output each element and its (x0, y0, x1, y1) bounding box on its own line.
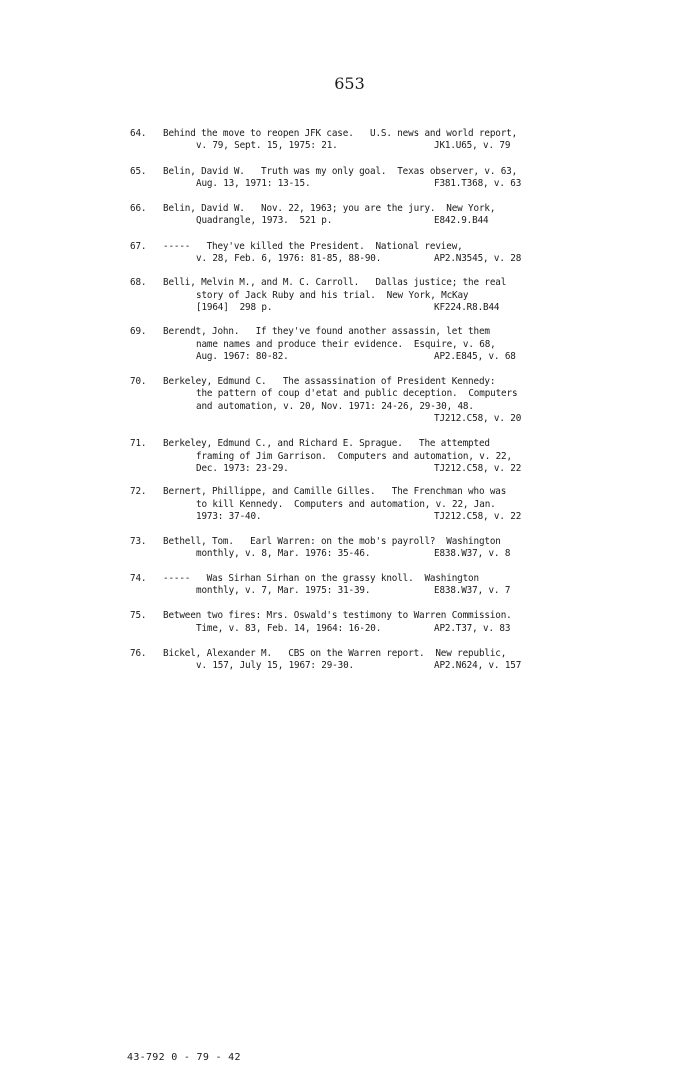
entry-text: Between two fires: Mrs. Oswald's testimony to Warren Commission. (163, 610, 512, 622)
entry-line (130, 623, 570, 635)
footer-print-code: 43-792 0 - 79 - 42 (127, 1052, 241, 1063)
bibliography-entry (130, 128, 570, 153)
entry-line (130, 203, 570, 215)
entry-line (130, 660, 570, 672)
entry-number: 69. (130, 326, 147, 338)
entry-text: v. 79, Sept. 15, 1975: 21. (196, 140, 338, 152)
entry-text: [1964] 298 p. (196, 301, 273, 313)
entry-line (130, 548, 570, 560)
entry-text: Berkeley, Edmund C. The assassination of President Kennedy: (163, 376, 496, 388)
entry-text: Belin, David W. Truth was my only goal. Texas observer, v. 63, (163, 165, 518, 177)
bibliography-entry (130, 536, 570, 561)
entry-number: 70. (130, 376, 147, 388)
call-number: TJ212.C58, v. 22 (434, 510, 522, 522)
entry-line (130, 401, 570, 413)
entry-text: ----- They've killed the President. National review, (163, 240, 463, 252)
entry-line (130, 610, 570, 622)
call-number: E838.W37, v. 8 (434, 548, 511, 560)
entry-number: 76. (130, 647, 147, 659)
entry-number: 64. (130, 128, 147, 139)
entry-line (130, 253, 570, 265)
entry-text: the pattern of coup d'etat and public deception. Computers (196, 388, 518, 400)
entry-number: 75. (130, 610, 147, 622)
bibliography-entry (130, 438, 570, 475)
entry-line (130, 511, 570, 523)
entry-line (130, 438, 570, 450)
call-number: F381.T368, v. 63 (434, 177, 522, 189)
entry-line (130, 376, 570, 388)
entry-text: Behind the move to reopen JFK case. U.S. news and world report, (163, 128, 518, 139)
bibliography-entry (130, 486, 570, 523)
entry-text: Quadrangle, 1973. 521 p. (196, 215, 333, 227)
entry-line (130, 215, 570, 227)
bibliography-entries (130, 128, 570, 673)
bibliography-entry (130, 648, 570, 673)
entry-line (130, 339, 570, 351)
entry-line (130, 277, 570, 289)
bibliography-entry (130, 277, 570, 314)
entry-text: and automation, v. 20, Nov. 1971: 24-26, 29-30, 48. (196, 400, 474, 412)
entry-line (130, 351, 570, 363)
call-number: TJ212.C58, v. 20 (434, 413, 522, 425)
call-number: KF224.R8.B44 (434, 301, 500, 313)
entry-number: 71. (130, 438, 147, 450)
entry-number: 67. (130, 240, 147, 252)
entry-text: Aug. 1967: 80-82. (196, 350, 289, 362)
entry-text: Bethell, Tom. Earl Warren: on the mob's payroll? Washington (163, 536, 501, 548)
call-number: AP2.T37, v. 83 (434, 622, 511, 634)
entry-text: Time, v. 83, Feb. 14, 1964: 16-20. (196, 622, 382, 634)
entry-text: Bickel, Alexander M. CBS on the Warren report. New republic, (163, 647, 507, 659)
page-number: 653 (334, 74, 365, 93)
entry-text: v. 28, Feb. 6, 1976: 81-85, 88-90. (196, 253, 382, 265)
entry-text: Belin, David W. Nov. 22, 1963; you are the jury. New York, (163, 203, 496, 215)
call-number: AP2.E845, v. 68 (434, 350, 516, 362)
bibliography-entry (130, 241, 570, 266)
bibliography-entry (130, 166, 570, 191)
entry-line (130, 499, 570, 511)
call-number: E838.W37, v. 7 (434, 585, 511, 597)
entry-text: to kill Kennedy. Computers and automation, v. 22, Jan. (196, 498, 496, 510)
entry-text: framing of Jim Garrison. Computers and automation, v. 22, (196, 450, 512, 462)
call-number: JK1.U65, v. 79 (434, 140, 511, 152)
entry-text: Bernert, Phillippe, and Camille Gilles. The Frenchman who was (163, 486, 507, 498)
entry-number: 66. (130, 203, 147, 215)
bibliography-entry (130, 610, 570, 635)
entry-line (130, 451, 570, 463)
entry-line (130, 413, 570, 425)
bibliography-entry (130, 203, 570, 228)
entry-text: Dec. 1973: 23-29. (196, 462, 289, 474)
entry-line (130, 166, 570, 178)
entry-line (130, 302, 570, 314)
entry-text: Berendt, John. If they've found another assassin, let them (163, 326, 490, 338)
entry-line (130, 536, 570, 548)
entry-line (130, 178, 570, 190)
entry-text: Belli, Melvin M., and M. C. Carroll. Dallas justice; the real (163, 277, 507, 289)
entry-line (130, 486, 570, 498)
entry-number: 72. (130, 486, 147, 498)
bibliography-entry (130, 376, 570, 425)
entry-line (130, 290, 570, 302)
entry-text: ----- Was Sirhan Sirhan on the grassy knoll. Washington (163, 572, 479, 584)
entry-line (130, 241, 570, 253)
entry-line (130, 463, 570, 475)
entry-line (130, 585, 570, 597)
entry-number: 73. (130, 536, 147, 548)
entry-number: 68. (130, 277, 147, 289)
entry-number: 74. (130, 572, 147, 584)
entry-line (130, 648, 570, 660)
call-number: AP2.N624, v. 157 (434, 660, 522, 672)
entry-line (130, 128, 570, 140)
bibliography-entry (130, 326, 570, 363)
entry-text: monthly, v. 8, Mar. 1976: 35-46. (196, 548, 371, 560)
call-number: AP2.N3545, v. 28 (434, 253, 522, 265)
entry-text: Aug. 13, 1971: 13-15. (196, 177, 311, 189)
bibliography-entry (130, 573, 570, 598)
entry-text: name names and produce their evidence. Esquire, v. 68, (196, 338, 496, 350)
call-number: E842.9.B44 (434, 215, 489, 227)
entry-text: story of Jack Ruby and his trial. New York, McKay (196, 289, 469, 301)
call-number: TJ212.C58, v. 22 (434, 462, 522, 474)
entry-number: 65. (130, 165, 147, 177)
entry-text: Berkeley, Edmund C., and Richard E. Sprague. The attempted (163, 438, 490, 450)
entry-text: v. 157, July 15, 1967: 29-30. (196, 660, 354, 672)
entry-text: monthly, v. 7, Mar. 1975: 31-39. (196, 585, 371, 597)
entry-line (130, 140, 570, 152)
entry-line (130, 573, 570, 585)
entry-text: 1973: 37-40. (196, 510, 262, 522)
entry-line (130, 388, 570, 400)
entry-line (130, 326, 570, 338)
